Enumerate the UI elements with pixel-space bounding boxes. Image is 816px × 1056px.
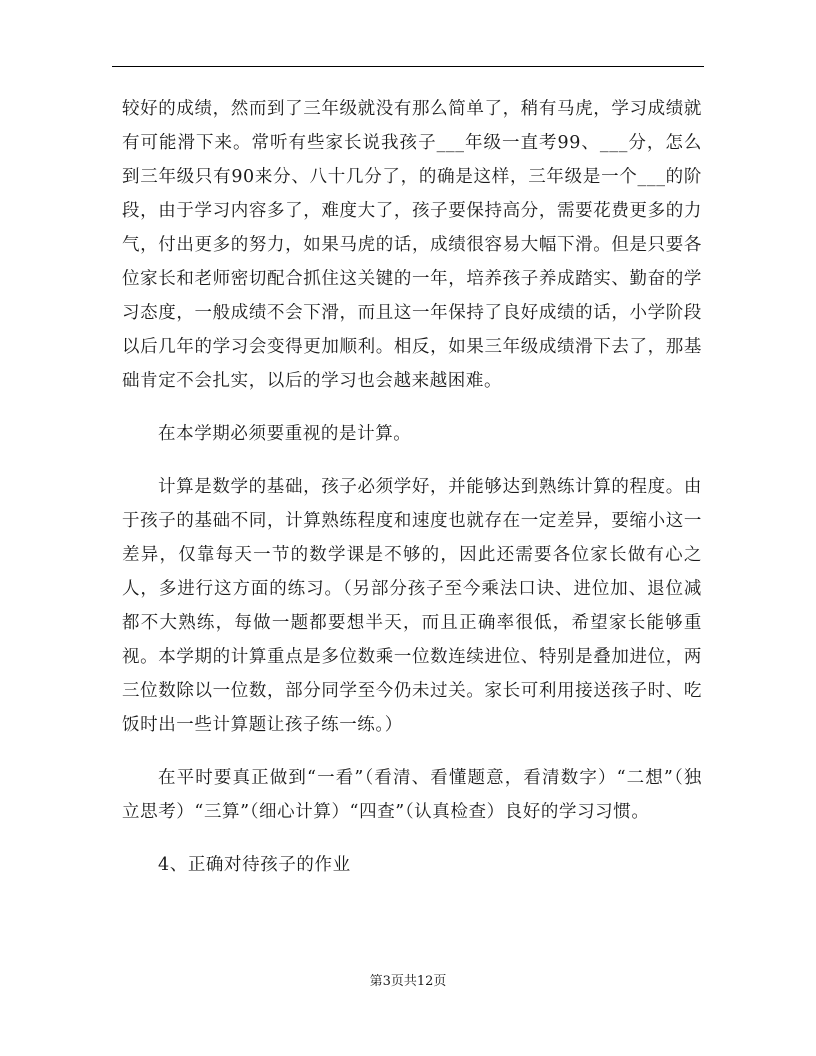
paragraph-gap bbox=[122, 451, 702, 470]
header-rule bbox=[112, 66, 704, 67]
document-body bbox=[122, 92, 702, 882]
paragraph-study-habits: 在平时要真正做到“一看”（看清、看懂题意，看清数字）“二想”（独立思考）“三算”（细心计算）“四查”（认真检查）良好的学习习惯。 bbox=[122, 768, 702, 822]
section-heading-homework: 4、正确对待孩子的作业 bbox=[158, 855, 351, 875]
paragraph-calculation-practice: 计算是数学的基础，孩子必须学好，并能够达到熟练计算的程度。由于孩子的基础不同，计算熟练程度和速度也就存在一定差异，要缩小这一差异，仅靠每天一节的数学课是不够的，因此还需要各位家长做有心之人，多进行这方面的练习。（另部分孩子至今乘法口诀、进位加、退位减都不大熟练，每做一题都要想半天，而且正确率很低，希望家长能够重视。本学期的计算重点是多位数乘一位数连续进位、特别是叠加进位，两三位数除以一位数，部分同学至今仍未过关。家长可利用接送孩子时、吃饭时出一些计算题让孩子练一练。） bbox=[122, 477, 702, 735]
paragraph-third-grade-importance: 较好的成绩，然而到了三年级就没有那么简单了，稍有马虎，学习成绩就有可能滑下来。常听有些家长说我孩子___年级一直考99、___分，怎么到三年级只有90来分、八十几分了，的确是这样，三年级是一个___的阶段，由于学习内容多了，难度大了，孩子要保持高分，需要花费更多的力气，付出更多的努力，如果马虎的话，成绩很容易大幅下滑。但是只要各位家长和老师密切配合抓住这关键的一年，培养孩子养成踏实、勤奋的学习态度，一般成绩不会下滑，而且这一年保持了良好成绩的话，小学阶段以后几年的学习会变得更加顺利。相反，如果三年级成绩滑下去了，那基础肯定不会扎实，以后的学习也会越来越困难。 bbox=[122, 99, 702, 391]
paragraph-gap bbox=[122, 398, 702, 417]
page-number-footer: 第3页共12页 bbox=[369, 974, 447, 989]
paragraph-gap bbox=[122, 829, 702, 848]
paragraph-calculation-focus: 在本学期必须要重视的是计算。 bbox=[158, 424, 412, 444]
paragraph-gap bbox=[122, 742, 702, 761]
